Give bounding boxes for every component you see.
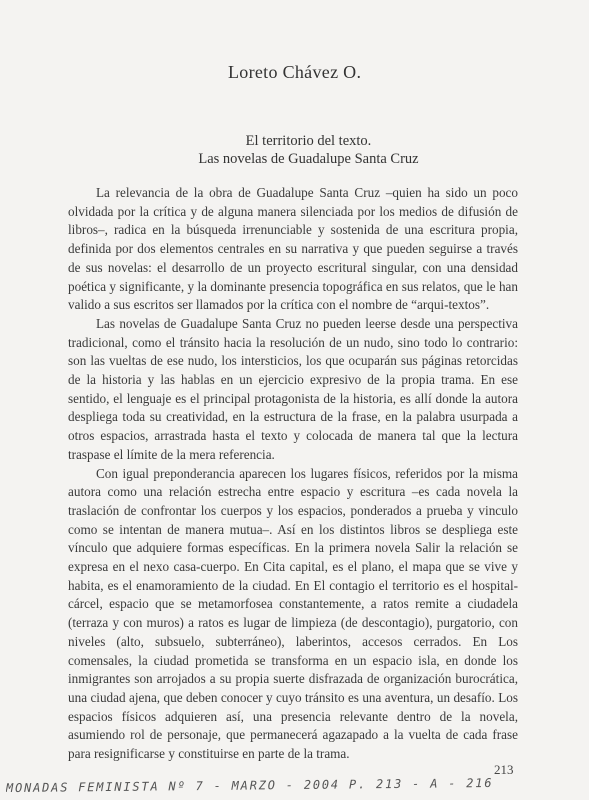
article-body: [68, 184, 518, 764]
paragraph-2: Las novelas de Guadalupe Santa Cruz no pueden leerse desde una perspectiva tradicional, como el tránsito hacia la resolución de un nudo, sino todo lo contrario: son las vueltas de ese nudo, los intersticios, los que ocuparán sus páginas retorcidas de la historia y las hablas en un ejercicio expresivo de la propia trama. En ese sentido, el lenguaje es el principal protagonista de la historia, es allí donde la autora despliega toda su creatividad, en la estructura de la frase, en la palabra usurpada a otros espacios, arrastrada hasta el texto y colocada de manera tal que la lectura traspase el límite de la mera referencia.: [68, 315, 518, 462]
author-name: Loreto Chávez O.: [228, 62, 362, 82]
handwritten-citation-note: MONADAS FEMINISTA Nº 7 - MARZO - 2004 P. 213 - A - 216: [5, 775, 494, 796]
title-line-2: Las novelas de Guadalupe Santa Cruz: [198, 151, 419, 167]
paragraph-1: La relevancia de la obra de Guadalupe Santa Cruz –quien ha sido un poco olvidada por la crítica y de alguna manera silenciada por los medios de difusión de libros–, radica en la búsqueda irrenunciable y sostenida de una escritura propia, definida por dos elementos centrales en su narrativa y que pueden seguirse a través de sus novelas: el desarrollo de un proyecto escritural singular, con una densidad poética y significante, y la dominante presencia topográfica en sus relatos, que le han valido a sus escritos ser llamados por la crítica con el nombre de “arqui-textos”.: [68, 185, 518, 313]
page-number: 213: [494, 762, 514, 777]
paragraph-3: Con igual preponderancia aparecen los lugares físicos, referidos por la misma autora como una relación estrecha entre espacio y escritura –es cada novela la traslación de confrontar los cuerpos y los espacios, ponderados a prueba y vinculo como se intentan de manera mutua–. Así en los distintos libros se despliega este vínculo que adquiere formas específicas. En la primera novela Salir la relación se expresa en el nexo casa-cuerpo. En Cita capital, es el plano, el mapa que se vive y habita, es el enamoramiento de la ciudad. En El contagio el territorio es el hospital-cárcel, espacio que se metamorfosea constantemente, a ratos remite a ciudadela (terraza y con muros) a ratos es lugar de limpieza (de descontagio), purgatorio, con niveles (alto, subsuelo, subterráneo), laberintos, accesos cerrados. En Los comensales, la ciudad prometida se transforma en un espacio isla, en donde los inmigrantes son arrojados a su propia suerte disfrazada de organización burocrática, una ciudad ajena, que deben conocer y cuyo tránsito es una aventura, un desafío. Los espacios físicos adquieren así, una presencia relevante dentro de la novela, asumiendo rol de personaje, que permanecerá agazapado a la vuelta de cada frase para resignificarse y constituirse en parte de la trama.: [68, 465, 518, 762]
title-line-1: El territorio del texto.: [245, 133, 372, 149]
article-title: [0, 132, 589, 168]
